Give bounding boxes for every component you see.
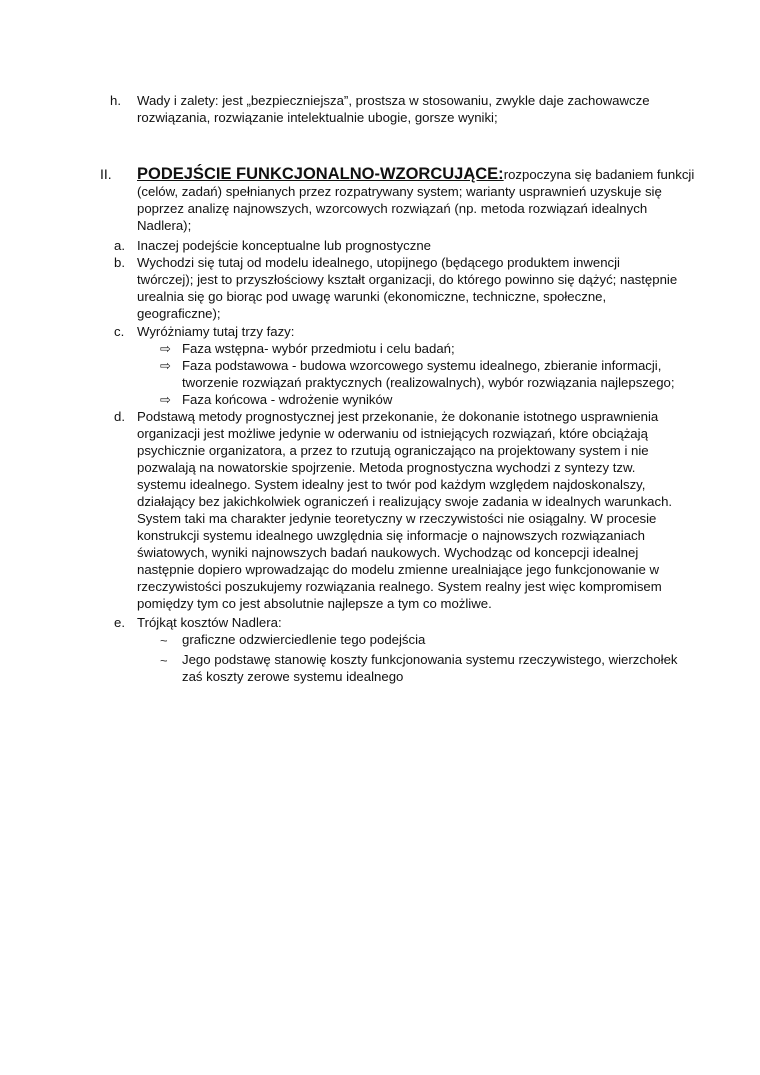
arrow-right-icon: ⇨ — [160, 341, 171, 356]
list-marker-c: c. — [114, 324, 125, 339]
phase-item — [182, 340, 455, 357]
text-line: rozpoczyna się badaniem funkcji — [503, 167, 695, 182]
phase-item — [182, 391, 392, 408]
text-line: Jego podstawę stanowię koszty funkcjonowania systemu rzeczywistego, wierzchołek — [182, 652, 678, 667]
text-line: Nadlera); — [137, 218, 192, 233]
text-line: System taki ma charakter jedynie teoretyczny w rzeczywistości nie osiągalny. W procesie — [137, 511, 657, 526]
section-ii-text — [137, 166, 694, 234]
text-line: Faza podstawowa - budowa wzorcowego systemu idealnego, zbieranie informacji, — [182, 358, 662, 373]
arrow-right-icon: ⇨ — [160, 392, 171, 407]
text-line: zaś koszty zerowe systemu idealnego — [182, 669, 404, 684]
text-line: poprzez analizę najnowszych, wzorcowych rozwiązań (np. metoda rozwiązań idealnych — [137, 201, 648, 216]
item-d-text — [137, 408, 672, 612]
sub-item — [182, 651, 678, 685]
text-line: Faza końcowa - wdrożenie wyników — [182, 392, 393, 407]
phase-item — [182, 357, 675, 391]
section-heading: PODEJŚCIE FUNKCJONALNO-WZORCUJĄCE: — [137, 165, 504, 183]
text-line: systemu idealnego. System idealny jest to twór pod każdym względem najdoskonalszy, — [137, 477, 646, 492]
text-line: rozwiązania, rozwiązanie intelektualnie ubogie, gorsze wyniki; — [137, 110, 498, 125]
arrow-right-icon: ⇨ — [160, 358, 171, 373]
text-line: Inaczej podejście konceptualne lub prognostyczne — [137, 238, 431, 253]
text-line: Faza wstępna- wybór przedmiotu i celu badań; — [182, 341, 455, 356]
text-line: organizacji jest możliwe jedynie w oderwaniu od istniejących rozwiązań, które obciążają — [137, 426, 648, 441]
text-line: Wyróżniamy tutaj trzy fazy: — [137, 324, 295, 339]
text-line: Wady i zalety: jest „bezpieczniejsza”, prostsza w stosowaniu, zwykle daje zachowawcze — [137, 93, 650, 108]
list-marker-a: a. — [114, 238, 125, 253]
text-line: tworzenie rozwiązań praktycznych (realizowalnych), wybór rozwiązania najlepszego; — [182, 375, 675, 390]
item-e-text — [137, 614, 282, 631]
text-line: Trójkąt kosztów Nadlera: — [137, 615, 282, 630]
item-a-text — [137, 237, 431, 254]
list-marker-b: b. — [114, 255, 125, 270]
section-numeral: II. — [100, 166, 112, 182]
text-line: pozwalają na nowatorskie spojrzenie. Metoda prognostyczna wychodzi z syntezy tzw. — [137, 460, 636, 475]
tilde-icon: ~ — [160, 653, 168, 668]
text-line: geograficzne); — [137, 306, 221, 321]
text-line: graficzne odzwierciedlenie tego podejścia — [182, 632, 426, 647]
text-line: działający bez jakichkolwiek ograniczeń i realizujący swoje zadania w idealnych warunkach. — [137, 494, 673, 509]
text-line: urealnia się go biorąc pod uwagę warunki (ekonomiczne, techniczne, społeczne, — [137, 289, 607, 304]
text-line: następnie dopiero wprowadzając do modelu zmienne urealniające jego funkcjonowanie w — [137, 562, 659, 577]
tilde-icon: ~ — [160, 633, 168, 648]
list-marker-d: d. — [114, 409, 125, 424]
text-line: Wychodzi się tutaj od modelu idealnego, utopijnego (będącego produktem inwencji — [137, 255, 620, 270]
text-line: pomiędzy tym co jest absolutnie najlepsze a tym co możliwe. — [137, 596, 492, 611]
text-line: twórczej); jest to przyszłościowy kształt organizacji, do którego powinno się dążyć; następnie — [137, 272, 678, 287]
text-line: światowych, wyniki najnowszych badań naukowych. Wychodząc od koncepcji idealnej — [137, 545, 639, 560]
sub-item — [182, 631, 425, 648]
item-b-text — [137, 254, 677, 322]
item-c-text — [137, 323, 294, 340]
item-h-text — [137, 92, 650, 126]
text-line: (celów, zadań) spełnianych przez rozpatrywany system; warianty usprawnień uzyskuje się — [137, 184, 662, 199]
list-marker-e: e. — [114, 615, 125, 630]
list-marker-h: h. — [110, 93, 121, 108]
text-line: Podstawą metody prognostycznej jest przekonanie, że dokonanie istotnego usprawnienia — [137, 409, 659, 424]
text-line: konstrukcji systemu idealnego uwzględnia się informacje o najnowszych rozwiązaniach — [137, 528, 645, 543]
text-line: psychicznie organizatora, a przez to rzutują ograniczająco na projektowany system i nie — [137, 443, 649, 458]
text-line: rzeczywistości poszukujemy rozwiązania realnego. System realny jest więc kompromisem — [137, 579, 662, 594]
